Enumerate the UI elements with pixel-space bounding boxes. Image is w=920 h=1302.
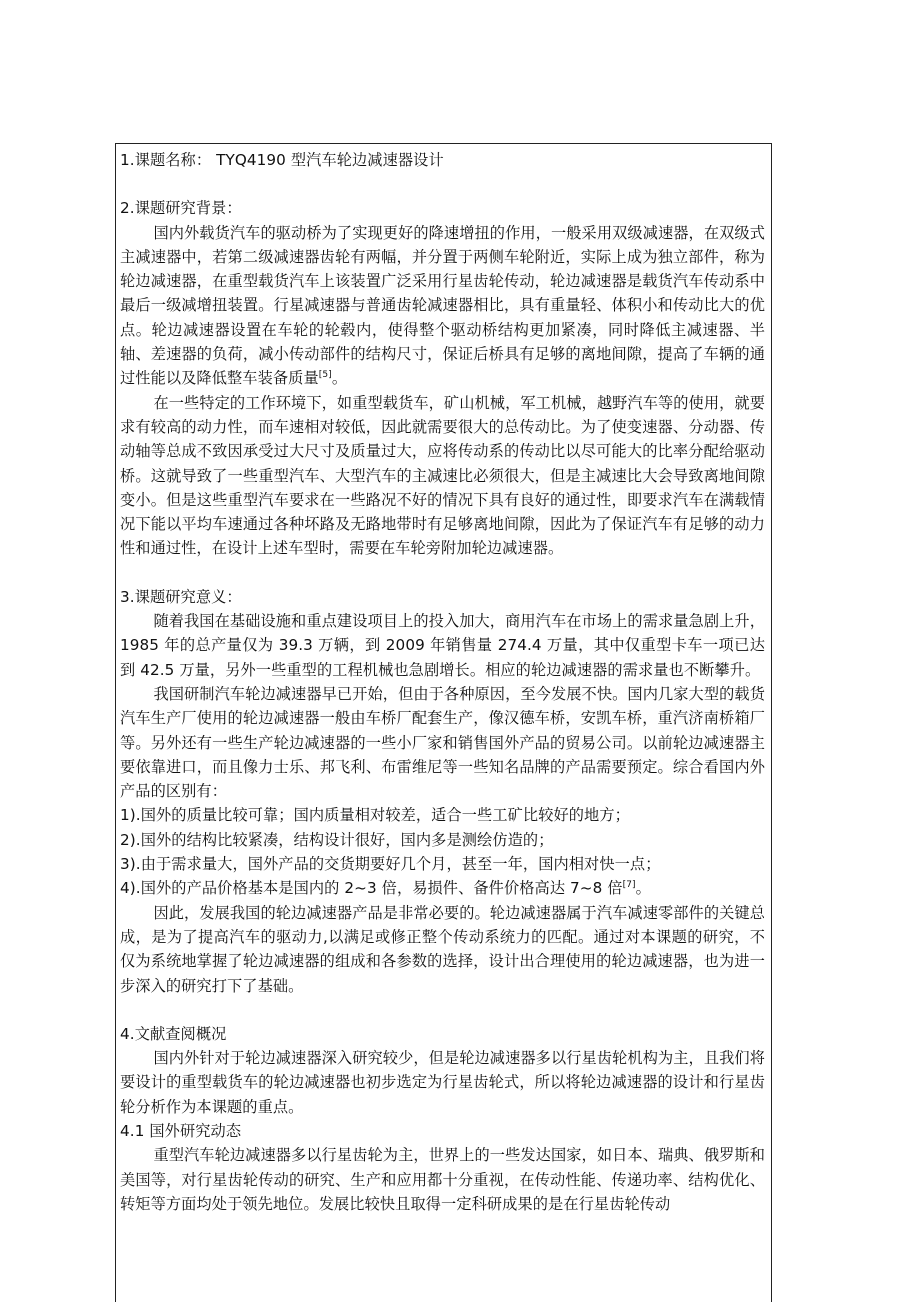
citation-ref: [7] xyxy=(622,880,636,891)
list-item: 2).国外的结构比较紧凑，结构设计很好，国内多是测绘仿造的； xyxy=(120,830,554,849)
topic-title-label: 1.课题名称： xyxy=(120,151,212,169)
list-item: 1).国外的质量比较可靠；国内质量相对较差，适合一些工矿比较好的地方； xyxy=(120,806,630,825)
section-heading: 4.文献查阅概况 xyxy=(120,1024,227,1043)
citation-ref: [5] xyxy=(318,370,332,381)
paragraph: 在一些特定的工作环境下，如重型载货车，矿山机械，军工机械，越野汽车等的使用，就要求有较高的动力性，而车速相对较低，因此就需要很大的总传动比。为了使变速器、分动器、传动轴等总成不致因承受过大尺寸及质量过大，应将传动系的传动比以尽可能大的比率分配给驱动桥。这就导致了一些重型汽车、大型汽车的主减速比必须很大，但是主减速比大会导致离地间隙变小。但是这些重型汽车要求在一些路况不好的情况下具有良好的通过性，即要求汽车在满载情况下能以平均车速通过各种坏路及无路地带时有足够离地间隙，因此为了保证汽车有足够的动力性和通过性，在设计上述车型时，需要在车轮旁附加轮边减速器。 xyxy=(120,393,765,558)
topic-title-value: TYQ4190 型汽车轮边减速器设计 xyxy=(216,151,444,169)
paragraph: 国内外载货汽车的驱动桥为了实现更好的降速增扭的作用，一般采用双级减速器，在双级式主减速器中，若第二级减速器齿轮有两幅，并分置于两侧车轮附近，实际上成为独立部件，称为轮边减速器，在重型载货汽车上该装置广泛采用行星齿轮传动，轮边减速器是载货汽车传动系中最后一级减增扭装置。行星减速器与普通齿轮减速器相比，具有重量轻、体积小和传动比大的优点。轮边减速器设置在车轮的轮毂内，使得整个驱动桥结构更加紧凑，同时降低主减速器、半轴、差速器的负荷，减小传动部件的结构尺寸，保证后桥具有足够的离地间隙，提高了车辆的通过性能以及降低整车装备质量[5]。 xyxy=(120,223,765,388)
paragraph: 国内外针对于轮边减速器深入研究较少，但是轮边减速器多以行星齿轮机构为主，且我们将要设计的重型载货车的轮边减速器也初步选定为行星齿轮式，所以将轮边减速器的设计和行星齿轮分析作为本课题的重点。 xyxy=(120,1049,765,1116)
paragraph: 我国研制汽车轮边减速器早已开始，但由于各种原因，至今发展不快。国内几家大型的载货汽车生产厂使用的轮边减速器一般由车桥厂配套生产，像汉德车桥，安凯车桥，重汽济南桥箱厂等。另外还有一些生产轮边减速器的一些小厂家和销售国外产品的贸易公司。以前轮边减速器主要依靠进口，而且像力士乐、邦飞利、布雷维尼等一些知名品牌的产品需要预定。综合看国内外产品的区别有： xyxy=(120,684,765,801)
list-item: 4).国外的产品价格基本是国内的 2~3 倍，易损件、备件价格高达 7~8 倍[7]。 xyxy=(120,879,651,898)
list-item: 3).由于需求量大，国外产品的交货期要好几个月，甚至一年，国内相对快一点； xyxy=(120,855,661,874)
document-body xyxy=(120,148,765,1216)
topic-title-line xyxy=(120,148,765,172)
paragraph: 重型汽车轮边减速器多以行星齿轮为主，世界上的一些发达国家，如日本、瑞典、俄罗斯和美国等，对行星齿轮传动的研究、生产和应用都十分重视，在传动性能、传递功率、结构优化、转矩等方面均处于领先地位。发展比较快且取得一定科研成果的是在行星齿轮传动 xyxy=(120,1146,765,1213)
section-heading: 3.课题研究意义： xyxy=(120,587,242,606)
section-heading: 2.课题研究背景： xyxy=(120,199,242,218)
paragraph: 因此，发展我国的轮边减速器产品是非常必要的。轮边减速器属于汽车减速零部件的关键总成，是为了提高汽车的驱动力,以满足或修正整个传动系统力的匹配。通过对本课题的研究，不仅为系统地掌握了轮边减速器的组成和各参数的选择，设计出合理使用的轮边减速器，也为进一步深入的研究打下了基础。 xyxy=(120,903,765,995)
subsection-heading: 4.1 国外研究动态 xyxy=(120,1121,242,1140)
paragraph: 随着我国在基础设施和重点建设项目上的投入加大，商用汽车在市场上的需求量急剧上升，1985 年的总产量仅为 39.3 万辆，到 2009 年销售量 274.4 万量，其中仅重型卡车一项已达到 42.5 万量，另外一些重型的工程机械也急剧增长。相应的轮边减速器的需求量也不断攀升。 xyxy=(120,612,765,679)
